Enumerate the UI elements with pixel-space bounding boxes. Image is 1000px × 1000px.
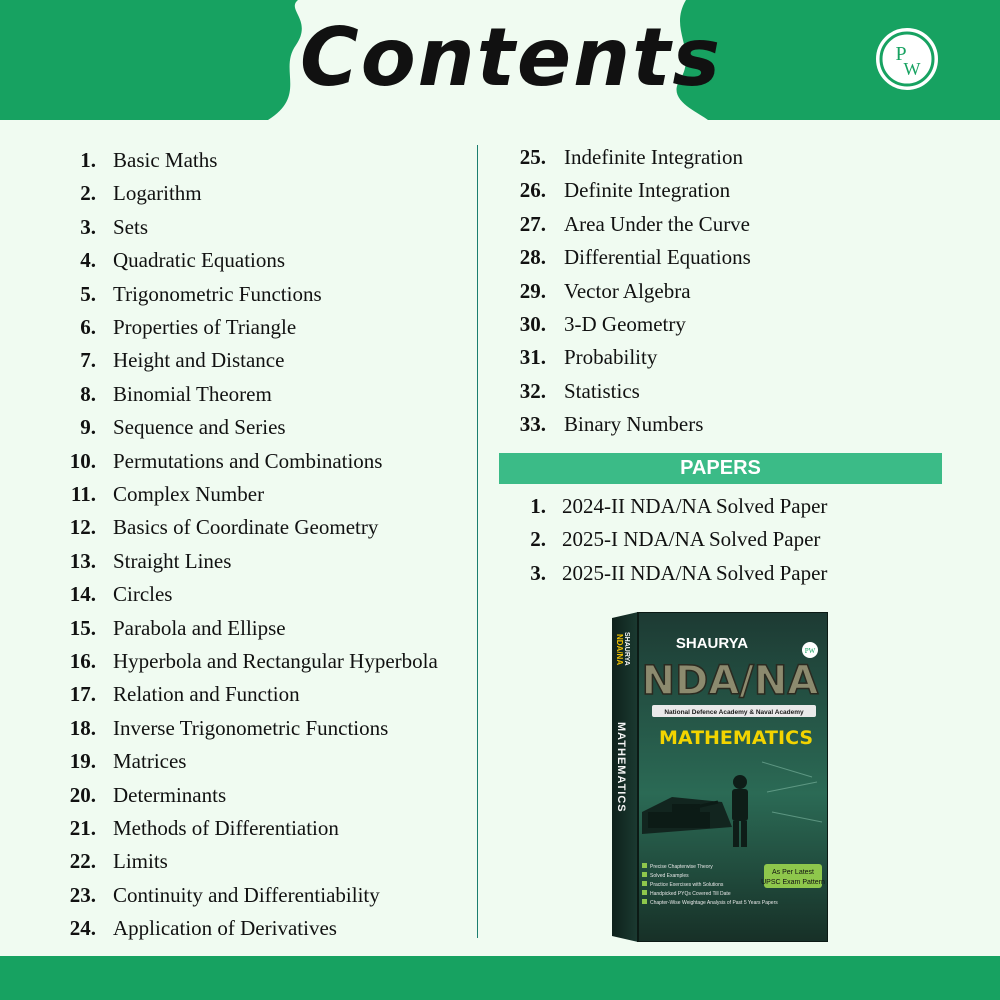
chapter-title: Quadratic Equations bbox=[113, 248, 286, 273]
paper-number: 1. bbox=[530, 494, 546, 518]
chapter-number: 27. bbox=[519, 211, 546, 236]
chapter-number: 2. bbox=[80, 181, 96, 206]
book-feature: Practice Exercises with Solutions bbox=[650, 882, 724, 888]
paper-number: 2. bbox=[530, 527, 546, 552]
chapter-title: Straight Lines bbox=[113, 548, 232, 573]
chapter-number: 22. bbox=[69, 849, 96, 874]
chapter-title: Height and Distance bbox=[113, 348, 285, 373]
paper-title: 2025-I NDA/NA Solved Paper bbox=[562, 527, 821, 552]
chapter-title: Definite Integration bbox=[564, 178, 731, 203]
page-title: Contents bbox=[300, 11, 722, 104]
chapter-title: Logarithm bbox=[113, 181, 202, 206]
chapter-title: 3-D Geometry bbox=[564, 312, 686, 336]
chapter-title: Methods of Differentiation bbox=[113, 816, 339, 840]
chapter-number: 3. bbox=[80, 214, 96, 239]
chapter-title: Basic Maths bbox=[113, 148, 218, 172]
chapter-number: 6. bbox=[80, 315, 96, 339]
checkbox-icon bbox=[642, 890, 647, 895]
pw-logo bbox=[876, 28, 938, 90]
chapter-title: Relation and Function bbox=[113, 682, 300, 707]
book-feature: Handpicked PYQs Covered Till Date bbox=[650, 891, 731, 897]
chapter-number: 20. bbox=[69, 782, 96, 807]
chapter-title: Basics of Coordinate Geometry bbox=[113, 515, 379, 540]
chapter-title: Complex Number bbox=[113, 482, 265, 506]
chapter-number: 32. bbox=[519, 378, 546, 403]
chapter-number: 16. bbox=[69, 649, 96, 673]
papers-heading: PAPERS bbox=[499, 453, 942, 484]
chapter-title: Indefinite Integration bbox=[564, 145, 744, 169]
chapter-title: Binomial Theorem bbox=[113, 381, 272, 406]
chapter-number: 25. bbox=[519, 145, 546, 169]
book-feature: Precise Chapterwise Theory bbox=[650, 864, 713, 870]
chapter-number: 29. bbox=[519, 278, 546, 303]
chapter-number: 18. bbox=[69, 715, 96, 740]
chapter-title: Properties of Triangle bbox=[113, 315, 297, 339]
chapter-number: 10. bbox=[69, 448, 96, 473]
chapter-number: 13. bbox=[69, 548, 96, 573]
book-badge-line: UPSC Exam Pattern bbox=[761, 879, 825, 886]
chapter-title: Determinants bbox=[113, 782, 227, 807]
chapter-title: Vector Algebra bbox=[564, 278, 691, 303]
book-feature: Solved Examples bbox=[650, 873, 689, 879]
book-badge-line: As Per Latest bbox=[771, 869, 815, 876]
chapter-title: Hyperbola and Rectangular Hyperbola bbox=[113, 649, 438, 673]
chapter-number: 1. bbox=[80, 148, 96, 172]
logo-letter-w: W bbox=[903, 59, 921, 79]
book-feature: Chapter-Wise Weightage Analysis of Past 5 Years Papers bbox=[650, 900, 778, 906]
footer-band bbox=[0, 956, 1000, 1000]
chapter-title: Parabola and Ellipse bbox=[113, 615, 286, 640]
chapter-title: Binary Numbers bbox=[564, 412, 704, 437]
paper-title: 2024-II NDA/NA Solved Paper bbox=[562, 494, 828, 518]
chapter-number: 26. bbox=[519, 178, 546, 203]
chapter-title: Permutations and Combinations bbox=[113, 448, 383, 473]
chapter-title: Probability bbox=[564, 345, 658, 370]
chapter-number: 19. bbox=[69, 749, 96, 774]
checkbox-icon bbox=[642, 881, 647, 886]
book-subject: MATHEMATICS bbox=[658, 727, 814, 749]
chapter-number: 21. bbox=[69, 816, 96, 840]
chapter-number: 31. bbox=[519, 345, 546, 370]
chapter-number: 30. bbox=[519, 312, 546, 336]
chapter-number: 33. bbox=[519, 412, 546, 437]
chapter-number: 15. bbox=[69, 615, 96, 640]
chapter-number: 23. bbox=[69, 882, 96, 907]
chapter-number: 8. bbox=[80, 381, 96, 406]
chapter-title: Sets bbox=[113, 214, 149, 239]
checkbox-icon bbox=[642, 872, 647, 877]
chapter-title: Differential Equations bbox=[564, 245, 751, 270]
book-logo-icon: PW bbox=[804, 647, 816, 655]
book-spine-title: NDA/NA bbox=[615, 634, 624, 666]
chapter-number: 28. bbox=[519, 245, 546, 270]
chapter-number: 14. bbox=[69, 582, 96, 607]
chapter-title: Limits bbox=[113, 849, 168, 874]
chapter-title: Continuity and Differentiability bbox=[113, 882, 380, 907]
chapter-title: Matrices bbox=[113, 749, 187, 774]
book-brand: SHAURYA bbox=[675, 635, 749, 652]
paper-title: 2025-II NDA/NA Solved Paper bbox=[562, 560, 828, 585]
chapter-number: 11. bbox=[70, 482, 96, 506]
chapter-title: Application of Derivatives bbox=[113, 916, 337, 941]
chapter-title: Circles bbox=[113, 582, 173, 607]
chapter-title: Sequence and Series bbox=[113, 415, 286, 440]
chapter-number: 5. bbox=[80, 281, 96, 306]
checkbox-icon bbox=[642, 863, 647, 868]
chapter-number: 17. bbox=[69, 682, 96, 707]
logo-letter-p: P bbox=[895, 43, 907, 65]
column-divider bbox=[477, 145, 478, 938]
chapter-number: 7. bbox=[80, 348, 96, 373]
chapter-title: Inverse Trigonometric Functions bbox=[113, 715, 389, 740]
chapter-number: 12. bbox=[69, 515, 96, 540]
paper-number: 3. bbox=[530, 560, 546, 585]
book-title: NDA/NA bbox=[641, 658, 819, 704]
chapter-title: Area Under the Curve bbox=[564, 211, 751, 236]
book-subtitle: National Defence Academy & Naval Academy bbox=[664, 709, 804, 716]
chapter-title: Statistics bbox=[564, 378, 640, 403]
chapter-number: 9. bbox=[80, 415, 96, 440]
book-cover-image bbox=[612, 612, 828, 942]
book-spine-subject: MATHEMATICS bbox=[615, 722, 627, 813]
chapter-title: Trigonometric Functions bbox=[113, 281, 322, 306]
book-spine-brand: SHAURYA bbox=[623, 632, 630, 666]
checkbox-icon bbox=[642, 899, 647, 904]
chapter-number: 24. bbox=[69, 916, 96, 941]
chapter-number: 4. bbox=[80, 248, 96, 273]
